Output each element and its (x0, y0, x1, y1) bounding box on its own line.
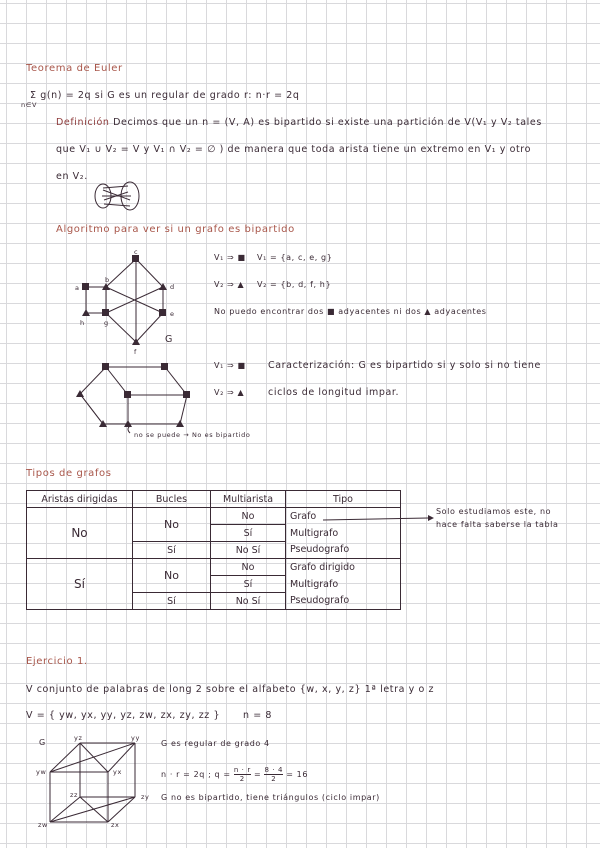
v2-set: V₂ = {b, d, f, h} (257, 280, 332, 289)
cell-bucles-si-2: Sí (133, 593, 211, 610)
node-label-g: g (104, 319, 109, 327)
node-label-a: a (75, 284, 80, 292)
cell-multi-no-si-2: No Sí (211, 593, 286, 610)
algoritmo-title: Algoritmo para ver si un grafo es bipartido (56, 224, 295, 235)
cell-dirigidas-no: No (27, 508, 133, 559)
node-e-square (159, 309, 166, 316)
ejercicio-title: Ejercicio 1. (26, 656, 88, 667)
cube-label-zx: zx (111, 821, 120, 829)
cell-dirigidas-si: Sí (27, 559, 133, 610)
calc-fraction-2 (264, 766, 283, 783)
calc-fraction-1 (234, 766, 251, 783)
cell-bucles-no-2: No (133, 559, 211, 593)
euler-formula: Σ g(n) = 2q si G es un regular de grado r: n·r = 2q (30, 90, 300, 101)
cell-multi-no-2: No (211, 559, 286, 576)
ejercicio-line-1: V conjunto de palabras de long 2 sobre el alfabeto {w, x, y, z} 1ª letra y o z (26, 684, 435, 695)
graph-odd-cycle (80, 367, 187, 424)
cell-tipo-multigrafo: Multigrafo (286, 525, 401, 542)
cell-tipo-grafo-dirigido: Grafo dirigido (286, 559, 401, 576)
node-a-square (82, 283, 89, 290)
cell-tipo-pseudografo-2: Pseudografo (286, 593, 401, 610)
cell-multi-no: No (211, 508, 286, 525)
graph-g-bipartite (86, 259, 163, 342)
bipartite-sketch (95, 182, 139, 210)
definition-text-1: Decimos que un n = (V, A) es bipartido si existe una partición de V(V₁ y V₂ tales (113, 117, 542, 128)
v2-triangle-b: V₂ ⇒ ▲ (214, 388, 245, 397)
node-label-f: f (134, 348, 137, 356)
header-tipo: Tipo (286, 491, 401, 508)
cell-bucles-si: Sí (133, 542, 211, 559)
cell-multi-si-2: Sí (211, 576, 286, 593)
definition-line-2: que V₁ ∪ V₂ = V y V₁ ∩ V₂ = ∅ ) de manera que toda arista tiene un extremo en V₁ y otro (56, 144, 532, 155)
node-label-c: c (134, 248, 139, 256)
ejercicio-n: n = 8 (243, 710, 273, 721)
calc-den-2: 2 (271, 775, 277, 783)
cube-label-yz: yz (74, 734, 83, 742)
calc-result: = 16 (286, 770, 309, 779)
node-label-d: d (170, 283, 175, 291)
ejercicio-line-2: V = { yw, yx, yy, yz, zw, zx, zy, zz } (26, 710, 221, 721)
ejercicio-regular: G es regular de grado 4 (161, 739, 270, 748)
note-arrow-head (428, 515, 434, 521)
calc-num-1: n · r (233, 766, 251, 774)
node-label-b: b (105, 276, 110, 284)
graph-g-label: G (165, 334, 173, 345)
no-adjacent-note: No puedo encontrar dos ■ adyacentes ni dos ▲ adyacentes (214, 307, 487, 316)
node-label-e: e (170, 310, 175, 318)
euler-title: Teorema de Euler (26, 63, 123, 74)
ejercicio-calc (161, 766, 308, 783)
euler-sum-subscript: n∈V (21, 101, 38, 109)
node-g-square (102, 309, 109, 316)
cell-tipo-multigrafo-2: Multigrafo (286, 576, 401, 593)
caracterizacion-line-1: Caracterización: G es bipartido si y solo si no tiene (268, 360, 541, 371)
v1-square-b: V₁ ⇒ ■ (214, 361, 246, 370)
node-label-h: h (80, 319, 85, 327)
header-multiarista: Multiarista (211, 491, 286, 508)
v1-set: V₁ = {a, c, e, g} (257, 253, 333, 262)
cube-label-yy: yy (131, 734, 140, 742)
cell-multi-no-si: No Sí (211, 542, 286, 559)
table-header-row (27, 491, 401, 508)
caracterizacion-line-2: ciclos de longitud impar. (268, 387, 400, 398)
calc-prefix: n · r = 2q ; q = (161, 770, 231, 779)
note-line-2: hace falta saberse la tabla (436, 520, 559, 529)
tipos-table (26, 490, 401, 610)
cube-label-yx: yx (113, 768, 122, 776)
cell-tipo-grafo: Grafo (286, 508, 401, 525)
cell-tipo-pseudografo: Pseudografo (286, 542, 401, 559)
table-row (27, 508, 401, 525)
header-aristas: Aristas dirigidas (27, 491, 133, 508)
tipos-title: Tipos de grafos (26, 468, 112, 479)
definition-line-3: en V₂. (56, 171, 88, 182)
cube-label-zz: zz (70, 791, 79, 799)
graph-cube (50, 743, 135, 822)
calc-equals: = (253, 770, 262, 779)
cell-bucles-no: No (133, 508, 211, 542)
v2-triangle: V₂ ⇒ ▲ (214, 280, 245, 289)
cube-label-zw: zw (38, 821, 48, 829)
cube-graph-label: G (39, 738, 46, 747)
header-bucles: Bucles (133, 491, 211, 508)
cell-multi-si: Sí (211, 525, 286, 542)
ejercicio-no-bipartido: G no es bipartido, tiene triángulos (ciclo impar) (161, 793, 380, 802)
calc-den-1: 2 (239, 775, 245, 783)
note-line-1: Solo estudiamos este, no (436, 507, 552, 516)
no-se-puede-note: no se puede → No es bipartido (134, 431, 251, 439)
table-row (27, 559, 401, 576)
node-c-square (132, 255, 139, 262)
definition-label: Definición (56, 117, 110, 128)
cube-label-zy: zy (141, 793, 150, 801)
cube-label-yw: yw (36, 768, 47, 776)
v1-square: V₁ ⇒ ■ (214, 253, 246, 262)
no-se-puede-arrow (128, 426, 130, 433)
calc-num-2: 8 · 4 (264, 766, 284, 774)
